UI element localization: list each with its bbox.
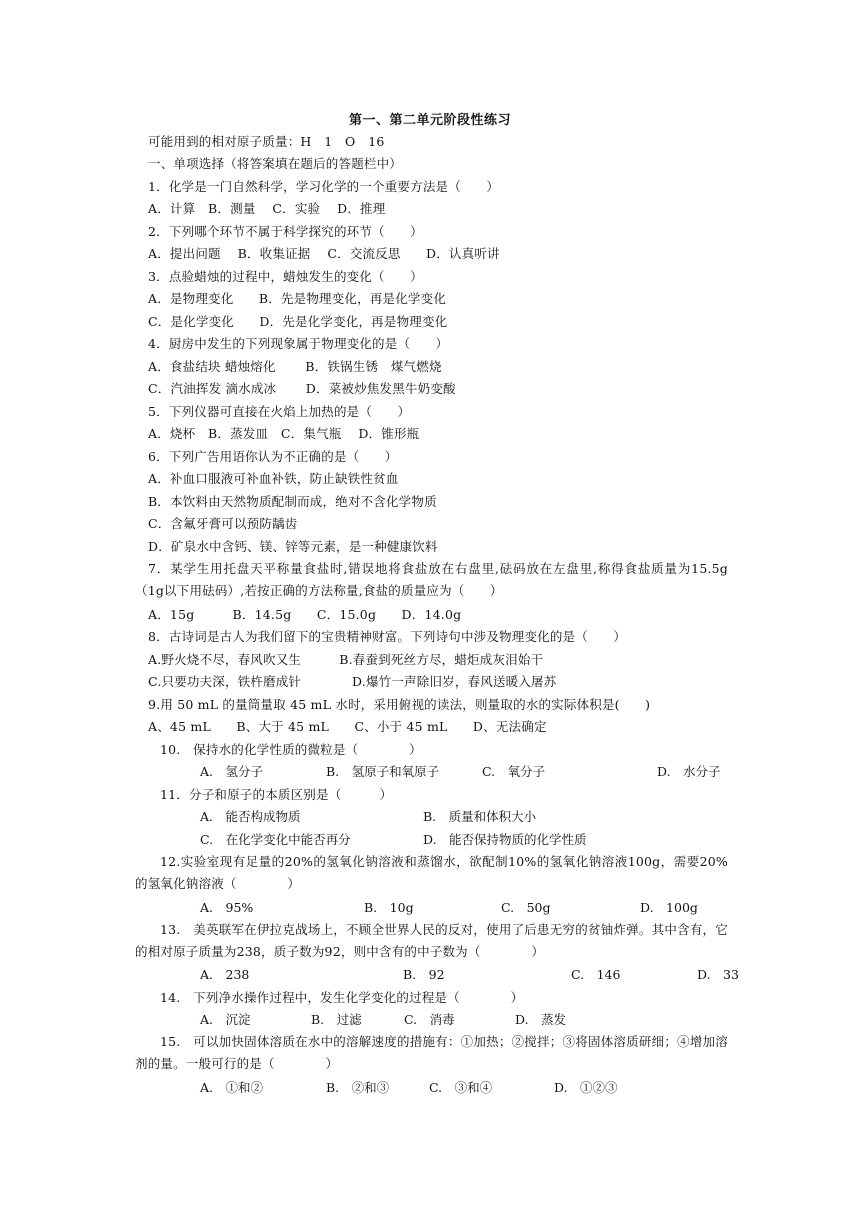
question-9-options: A、45 mL B、大于 45 mL C、小于 45 mL D、无法确定 [148, 719, 547, 734]
question-14-option-a: A. 沉淀 [200, 1012, 251, 1027]
question-1: 1．化学是一门自然科学，学习化学的一个重要方法是（ ） [148, 179, 500, 194]
question-10-option-c: C. 氧分子 [482, 764, 546, 779]
question-6-option-c: C．含氟牙膏可以预防龋齿 [148, 516, 298, 531]
question-5-options: A．烧杯 B．蒸发皿 C．集气瓶 D．锥形瓶 [148, 426, 420, 441]
question-8-options-cd: C.只要功夫深，铁杵磨成针 D.爆竹一声除旧岁，春风送暖入屠苏 [148, 674, 557, 689]
question-6-option-a: A．补血口服液可补血补铁，防止缺铁性贫血 [148, 471, 399, 486]
question-12-option-d: D. 100g [640, 900, 698, 915]
question-6-option-b: B．本饮料由天然物质配制而成，绝对不含化学物质 [148, 494, 437, 509]
question-11-option-a: A. 能否构成物质 [200, 809, 301, 824]
question-2-options: A．提出问题 B．收集证据 C．交流反思 D．认真听讲 [148, 246, 500, 261]
question-11-option-b: B. 质量和体积大小 [423, 809, 537, 824]
question-11-option-d: D. 能否保持物质的化学性质 [423, 832, 587, 847]
question-1-options: A．计算 B．测量 C．实验 D．推理 [148, 201, 386, 216]
question-12-option-b: B. 10g [364, 900, 414, 915]
question-10-option-d: D. 水分子 [657, 764, 721, 779]
question-15-option-c: C. ③和④ [429, 1080, 493, 1095]
question-6-option-d: D．矿泉水中含钙、镁、锌等元素，是一种健康饮料 [148, 539, 438, 554]
question-6: 6．下列广告用语你认为不正确的是（ ） [148, 449, 398, 464]
question-13-option-a: A. 238 [200, 967, 250, 982]
page-title: 第一、第二单元阶段性练习 [348, 113, 511, 128]
question-5: 5．下列仪器可直接在火焰上加热的是（ ） [148, 404, 411, 419]
question-11: 11．分子和原子的本质区别是（ ） [160, 787, 393, 802]
question-14-option-c: C. 消毒 [404, 1012, 455, 1027]
question-9: 9.用 50 mL 的量筒量取 45 mL 水时，采用俯视的读法，则量取的水的实际体积是( ) [148, 697, 651, 712]
question-3-options-cd: C．是化学变化 D．先是化学变化，再是物理变化 [148, 314, 448, 329]
question-7-options: A．15g B．14.5g C．15.0g D．14.0g [148, 607, 462, 622]
question-14: 14. 下列净水操作过程中，发生化学变化的过程是（ ） [160, 990, 524, 1005]
question-2: 2．下列哪个环节不属于科学探究的环节（ ） [148, 224, 423, 239]
question-4: 4．厨房中发生的下列现象属于物理变化的是（ ） [148, 336, 449, 351]
question-10-option-a: A. 氢分子 [200, 764, 264, 779]
question-7: 7．某学生用托盘天平称量食盐时,错误地将食盐放在右盘里,砝码放在左盘里,称得食盐质量为15.5g（1g以下用砝码）,若按正确的方法称量,食盐的质量应为（ ） [135, 561, 728, 598]
section-heading: 一、单项选择（将答案填在题后的答题栏中） [148, 156, 403, 171]
question-4-options-ab: A．食盐结块 蜡烛熔化 B．铁锅生锈 煤气燃烧 [148, 359, 442, 374]
question-4-options-cd: C．汽油挥发 滴水成冰 D．菜被炒焦发黑牛奶变酸 [148, 381, 456, 396]
question-3: 3．点验蜡烛的过程中，蜡烛发生的变化（ ） [148, 269, 423, 284]
question-8-options-ab: A.野火烧不尽，春风吹又生 B.春蚕到死丝方尽，蜡炬成灰泪始干 [148, 652, 544, 667]
question-12: 12.实验室现有足量的20%的氢氧化钠溶液和蒸馏水，欲配制10%的氢氧化钠溶液100g，需要20%的氢氧化钠溶液（ ） [135, 854, 728, 891]
question-13-option-c: C. 146 [571, 967, 621, 982]
question-15-option-a: A. ①和② [200, 1080, 264, 1095]
question-14-option-b: B. 过滤 [311, 1012, 362, 1027]
question-11-option-c: C. 在化学变化中能否再分 [200, 832, 351, 847]
question-15-option-b: B. ②和③ [326, 1080, 390, 1095]
question-15-option-d: D. ①②③ [554, 1080, 618, 1095]
question-15: 15. 可以加快固体溶质在水中的溶解速度的措施有：①加热；②搅拌；③将固体溶质研细；④增加溶剂的量。一般可行的是（ ） [135, 1034, 728, 1071]
question-13-option-b: B. 92 [403, 967, 445, 982]
question-8: 8．古诗词是古人为我们留下的宝贵精神财富。下列诗句中涉及物理变化的是（ ） [148, 629, 627, 644]
question-3-options-ab: A．是物理变化 B．先是物理变化，再是化学变化 [148, 291, 447, 306]
question-14-option-d: D. 蒸发 [515, 1012, 567, 1027]
question-10: 10. 保持水的化学性质的微粒是（ ） [160, 742, 422, 757]
question-13-option-d: D. 33 [697, 967, 739, 982]
question-10-option-b: B. 氢原子和氧原子 [326, 764, 440, 779]
atomic-masses-note: 可能用到的相对原子质量：H 1 O 16 [148, 134, 385, 149]
question-12-option-a: A. 95% [200, 900, 254, 915]
question-12-option-c: C. 50g [501, 900, 551, 915]
question-13: 13. 美英联军在伊拉克战场上，不顾全世界人民的反对，使用了后患无穷的贫铀炸弹。其中含有，它的相对原子质量为238，质子数为92，则中含有的中子数为（ ） [135, 922, 728, 959]
